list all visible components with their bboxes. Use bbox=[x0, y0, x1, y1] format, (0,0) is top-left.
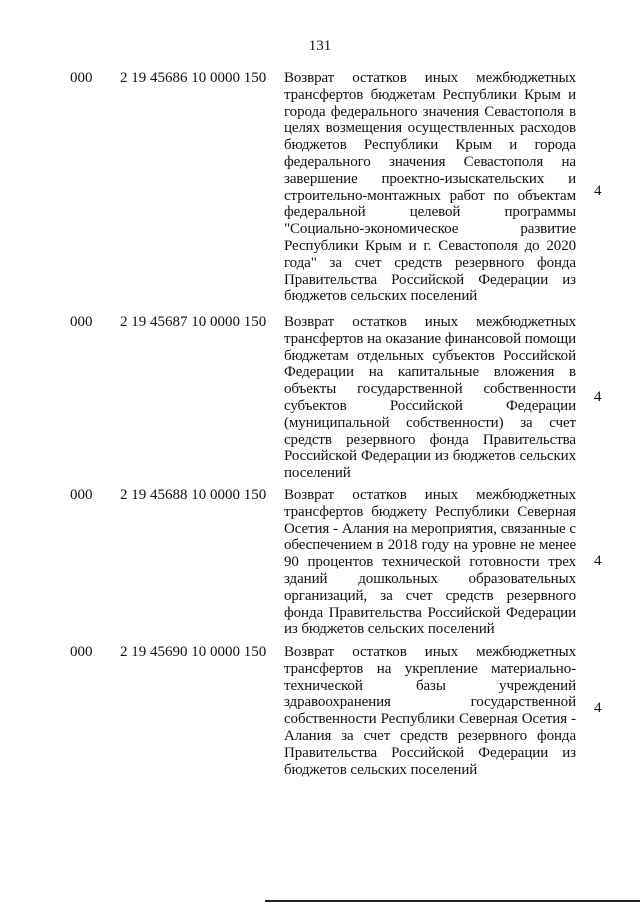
budget-classification-code: 2 19 45690 10 0000 150 bbox=[120, 644, 267, 660]
normative-percent: 4 bbox=[594, 700, 602, 716]
admin-code: 000 bbox=[70, 644, 93, 660]
budget-classification-code: 2 19 45686 10 0000 150 bbox=[120, 70, 267, 86]
scan-edge-line bbox=[265, 900, 640, 902]
admin-code: 000 bbox=[70, 314, 93, 330]
page-number: 131 bbox=[308, 38, 332, 54]
income-description: Возврат остатков иных межбюджетных трансфертов на укрепление материально-технической базы учреждений здравоохранения государственной собственности Республики Северная Осетия - Алания за счет средств резервного фонда Правительства Российской Федерации из бюджетов сельских поселений bbox=[284, 644, 576, 778]
admin-code: 000 bbox=[70, 70, 93, 86]
normative-percent: 4 bbox=[594, 183, 602, 199]
admin-code: 000 bbox=[70, 487, 93, 503]
income-description: Возврат остатков иных межбюджетных трансфертов бюджету Республики Северная Осетия - Алания на мероприятия, связанные с обеспечением в 2018 году на уровне не менее 90 процентов технической готовности трех зданий дошкольных образовательных организаций, за счет средств резервного фонда Правительства Российской Федерации из бюджетов сельских поселений bbox=[284, 487, 576, 638]
normative-percent: 4 bbox=[594, 553, 602, 569]
income-description: Возврат остатков иных межбюджетных трансфертов на оказание финансовой помощи бюджетам отдельных субъектов Российской Федерации на капитальные вложения в объекты государственной собственности субъектов Российской Федерации (муниципальной собственности) за счет средств резервного фонда Правительства Российской Федерации из бюджетов сельских поселений bbox=[284, 314, 576, 482]
budget-classification-code: 2 19 45687 10 0000 150 bbox=[120, 314, 267, 330]
budget-classification-code: 2 19 45688 10 0000 150 bbox=[120, 487, 267, 503]
income-description: Возврат остатков иных межбюджетных трансфертов бюджетам Республики Крым и города федерального значения Севастополя в целях возмещения осуществленных расходов бюджетов Республики Крым и города федерального значения Севастополя на завершение проектно-изыскательских и строительно-монтажных работ по объектам федеральной целевой программы "Социально-экономическое развитие Республики Крым и г. Севастополя до 2020 года" за счет средств резервного фонда Правительства Российской Федерации из бюджетов сельских поселений bbox=[284, 70, 576, 305]
normative-percent: 4 bbox=[594, 389, 602, 405]
